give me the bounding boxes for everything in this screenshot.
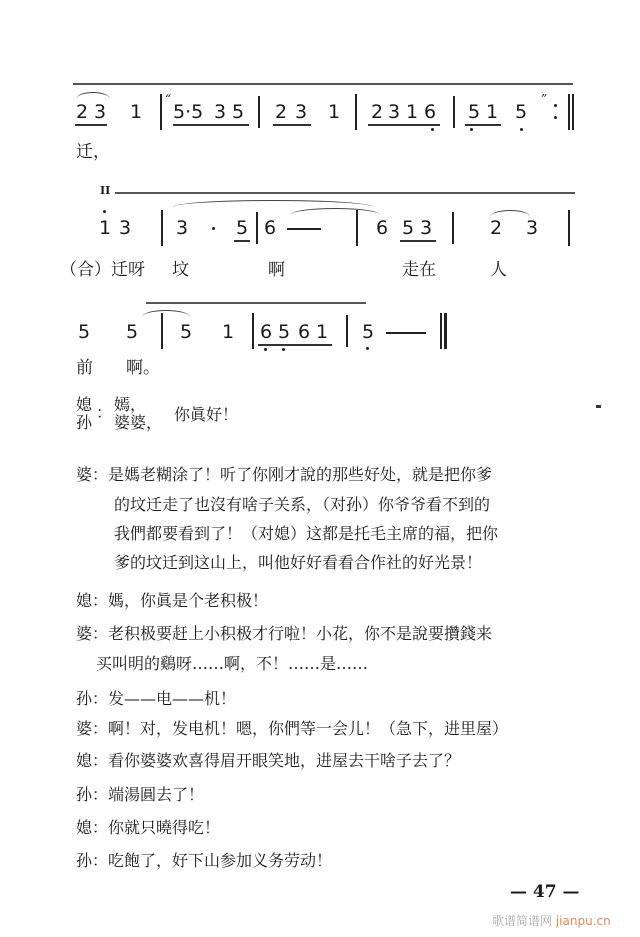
dialogue-line (76, 716, 508, 739)
note: 1 (328, 101, 341, 123)
phrase-line (73, 83, 573, 85)
speaker-name: 媳 (76, 751, 93, 770)
note: 5 (402, 217, 415, 239)
dialogue-speaker (76, 410, 92, 433)
lyric: 走在 (402, 260, 436, 280)
section-mark: II (100, 184, 111, 197)
colon: ： (92, 785, 109, 804)
dialogue-line (76, 462, 492, 485)
dialogue-line (76, 621, 492, 644)
note: 3 (94, 101, 107, 123)
note: 6 (264, 217, 277, 239)
dialogue-text: 你眞好！ (174, 405, 239, 424)
lyric: 坟 (172, 260, 189, 280)
low-octave-dot (520, 128, 523, 131)
dialogue-text: 婆婆， (114, 413, 163, 432)
note: 6 (298, 321, 311, 343)
note: 3 (119, 217, 132, 239)
speaker-name: 媳 (76, 591, 93, 610)
speaker-name: 媳 (76, 395, 93, 414)
lyric: 迁， (76, 142, 110, 162)
underline (273, 124, 311, 126)
colon: ： (92, 751, 109, 770)
note: 2 (490, 217, 503, 239)
note: 1 (99, 217, 112, 239)
note: 5 (232, 101, 245, 123)
dialogue-text: 的坟迁走了也沒有啥子关系，（对孙）你爷爷看不到的 (114, 495, 491, 514)
note: 5 (78, 321, 91, 343)
note: 5 (362, 321, 375, 343)
note: 3 (214, 101, 227, 123)
lyric: 啊 (268, 260, 285, 280)
bar-line (568, 210, 570, 246)
watermark (492, 912, 611, 929)
note: 1 (406, 101, 419, 123)
final-bar (444, 313, 447, 349)
slur (173, 200, 373, 207)
dialogue-line (76, 748, 460, 771)
bar-line (355, 94, 357, 130)
dialogue-text: 吃飽了，好下山参加义务劳动！ (108, 851, 333, 870)
dialogue-line (76, 782, 204, 805)
note: 5·5 (173, 101, 204, 123)
speaker-name: 孙 (76, 785, 93, 804)
low-octave-dot (431, 128, 434, 131)
colon: ： (92, 818, 109, 837)
speaker-name: 媳 (76, 818, 93, 837)
colon: ： (92, 624, 109, 643)
lyric: 前 (76, 358, 93, 378)
bar-line (160, 94, 162, 130)
dialogue-text: 啊！对，发电机！嗯，你們等一会儿！（急下，进里屋） (108, 719, 509, 738)
dialogue-line (76, 848, 332, 871)
note: 1 (486, 101, 499, 123)
speaker-name: 婆 (76, 719, 93, 738)
dialogue-text: 看你婆婆欢喜得眉开眼笑地，进屋去干啥子去了？ (108, 751, 461, 770)
dialogue-line (76, 815, 220, 838)
underline (368, 124, 440, 126)
speaker-name: 孙 (76, 413, 93, 432)
speaker-name: 婆 (76, 624, 93, 643)
repeat-mark: “ (165, 92, 172, 106)
note: 5 (126, 321, 139, 343)
note: 2 (275, 101, 288, 123)
dialogue-line (76, 686, 236, 709)
dialogue-line (76, 588, 268, 611)
phrase-line (115, 192, 575, 194)
dialogue-text: 媽，你眞是个老积极！ (108, 591, 269, 610)
colon: ： (92, 689, 109, 708)
slur (76, 92, 110, 99)
low-octave-dot (282, 348, 285, 351)
bar-line (453, 96, 455, 128)
lyric: （合）迁呀 (60, 260, 145, 280)
low-octave-dot (264, 348, 267, 351)
low-octave-dot (366, 347, 369, 350)
colon: ： (92, 851, 109, 870)
bar-line (452, 212, 454, 244)
dialogue-text: 是媽老糊涂了！听了你刚才說的那些好处，就是把你爹 (108, 465, 493, 484)
repeat-dot (554, 104, 557, 107)
watermark-cn: 歌谱简谱网 (492, 914, 553, 928)
bar-line (258, 96, 260, 128)
watermark-url: jianpu.cn (555, 914, 611, 928)
dialogue-text: 你就只曉得吃！ (108, 818, 221, 837)
repeat-end-mark: ” (541, 92, 548, 106)
note: 2 (76, 101, 89, 123)
dotted-note-dot (212, 227, 215, 230)
extension-dash (287, 228, 321, 230)
note: 2 (371, 101, 384, 123)
colon: ： (92, 591, 109, 610)
repeat-bar (572, 94, 574, 130)
colon: ： (92, 465, 109, 484)
dialogue-text: 我們都要看到了！（对媳）这都是托毛主席的福，把你 (114, 524, 499, 543)
note: 6 (260, 321, 273, 343)
dialogue-text: 端湯圓去了！ (108, 785, 205, 804)
underline (234, 240, 250, 242)
dialogue-text: 发——电——机！ (108, 689, 237, 708)
note: 5 (180, 321, 193, 343)
note: 6 (424, 101, 437, 123)
slur (490, 210, 530, 217)
bar-line (356, 210, 358, 246)
speaker-name: 孙 (76, 689, 93, 708)
note: 6 (376, 217, 389, 239)
slur (290, 208, 380, 215)
note: 1 (316, 321, 329, 343)
colon: ： (96, 403, 113, 422)
note: 1 (130, 101, 143, 123)
bar-line (346, 315, 348, 347)
underline (75, 124, 107, 126)
dialogue-text: 爹的坟迁到这山上，叫他好好看看合作社的好光景！ (114, 553, 483, 572)
note: 3 (388, 101, 401, 123)
phrase-line (146, 302, 366, 304)
note: 5 (468, 101, 481, 123)
lyric: 人 (490, 260, 507, 280)
underline (465, 124, 501, 126)
bar-line (161, 210, 163, 246)
repeat-dot (554, 116, 557, 119)
dialogue-text: 买叫明的鷄呀……啊，不！……是…… (96, 654, 369, 673)
colon: ： (92, 719, 109, 738)
scan-speck (596, 405, 601, 408)
note: 3 (176, 217, 189, 239)
high-octave-dot (103, 210, 106, 213)
note: 5 (515, 101, 528, 123)
note: 3 (526, 217, 539, 239)
extension-dash (386, 332, 426, 334)
note: 3 (420, 217, 433, 239)
dialogue-text: 嫣， (114, 395, 147, 414)
bar-line (256, 212, 258, 244)
repeat-bar (568, 94, 570, 130)
note: 5 (278, 321, 291, 343)
bar-line (252, 313, 254, 349)
note: 3 (295, 101, 308, 123)
underline (400, 240, 436, 242)
underline (173, 124, 249, 126)
note: 1 (222, 321, 235, 343)
bar-line (161, 313, 163, 349)
slur (142, 310, 190, 317)
page-number: — 47 — (510, 882, 580, 902)
final-bar (440, 313, 442, 349)
speaker-name: 孙 (76, 851, 93, 870)
low-octave-dot (470, 128, 473, 131)
underline (258, 344, 332, 346)
lyric: 啊。 (126, 358, 160, 378)
note: 5 (236, 217, 249, 239)
speaker-name: 婆 (76, 465, 93, 484)
dialogue-text: 老积极要赶上小积极才行啦！小花，你不是說要攢錢来 (108, 624, 493, 643)
